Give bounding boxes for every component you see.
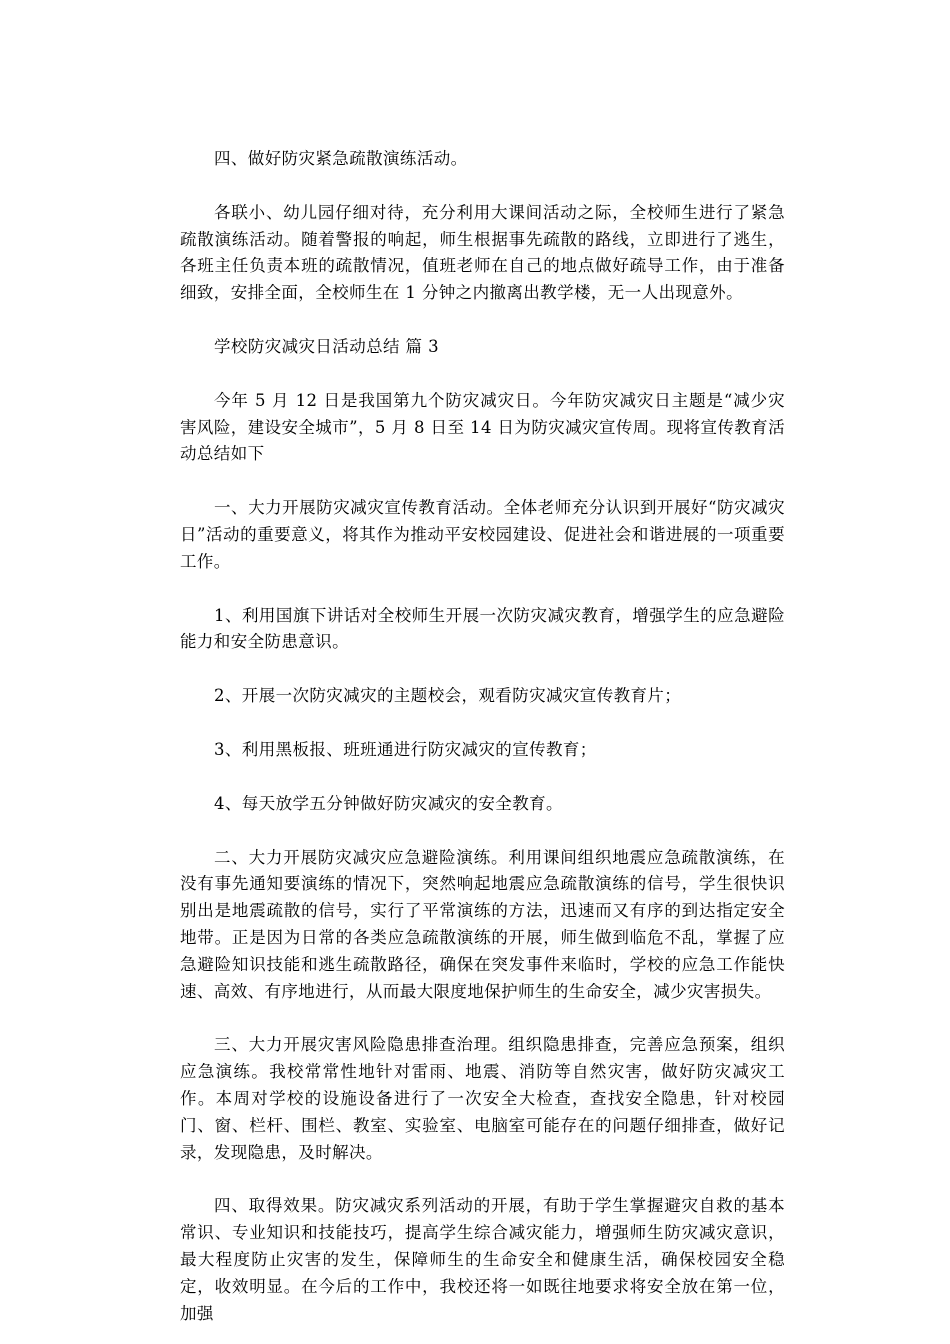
list-item: 4、每天放学五分钟做好防灾减灾的安全教育。 xyxy=(214,793,563,813)
list-item: 1、利用国旗下讲话对全校师生开展一次防灾减灾教育，增强学生的应急避险能力和安全防患意识。 xyxy=(180,605,785,652)
paragraph-gap xyxy=(180,361,785,388)
paragraph-gap xyxy=(180,764,785,791)
body-paragraph: 今年 5 月 12 日是我国第九个防灾减灾日。今年防灾减灾日主题是“减少灾害风险，建设安全城市”，5 月 8 日至 14 日为防灾减灾宣传周。现将宣传教育活动总结如下 xyxy=(180,390,785,464)
list-item: 3、利用黑板报、班班通进行防灾减灾的宣传教育； xyxy=(214,739,597,759)
section-heading: 四、做好防灾紧急疏散演练活动。 xyxy=(214,149,468,168)
section-heading: 三、大力开展灾害风险隐患排查治理。组织隐患排查，完善应急预案，组织应急演练。我校常常性地针对雷雨、地震、消防等自然灾害，做好防灾减灾工作。本周对学校的设施设备进行了一次安全大检查，查找安全隐患，针对校园门、窗、栏杆、围栏、教室、实验室、电脑室可能存在的问题仔细排查，做好记录，发现隐患，及时解决。 xyxy=(180,1035,785,1162)
article-title: 学校防灾减灾日活动总结 篇 3 xyxy=(214,336,439,356)
paragraph-gap xyxy=(180,818,785,845)
paragraph-gap xyxy=(180,173,785,200)
document-page xyxy=(180,146,785,1327)
paragraph-gap xyxy=(180,1166,785,1193)
section-heading: 一、大力开展防灾减灾宣传教育活动。全体老师充分认识到开展好“防灾减灾日”活动的重要意义，将其作为推动平安校园建设、促进社会和谐进展的一项重要工作。 xyxy=(180,498,785,571)
section-heading: 二、大力开展防灾减灾应急避险演练。利用课间组织地震应急疏散演练，在没有事先通知要演练的情况下，突然响起地震应急疏散演练的信号，学生很快识别出是地震疏散的信号，实行了平常演练的方法，迅速而又有序的到达指定安全地带。正是因为日常的各类应急疏散演练的开展，师生做到临危不乱，掌握了应急避险知识技能和逃生疏散路径，确保在突发事件来临时，学校的应急工作能快速、高效、有序地进行，从而最大限度地保护师生的生命安全，减少灾害损失。 xyxy=(180,847,785,1001)
section-heading: 四、取得效果。防灾减灾系列活动的开展，有助于学生掌握避灾自救的基本常识、专业知识和技能技巧，提高学生综合减灾能力，增强师生防灾减灾意识，最大程度防止灾害的发生，保障师生的生命安全和健康生活，确保校园安全稳定，收效明显。在今后的工作中，我校还将一如既往地要求将安全放在第一位，加强 xyxy=(180,1196,785,1323)
paragraph-gap xyxy=(180,710,785,737)
paragraph-gap xyxy=(180,1005,785,1032)
paragraph-gap xyxy=(180,656,785,683)
list-item: 2、开展一次防灾减灾的主题校会，观看防灾减灾宣传教育片； xyxy=(214,686,682,706)
paragraph-gap xyxy=(180,307,785,334)
paragraph-gap xyxy=(180,576,785,603)
body-paragraph: 各联小、幼儿园仔细对待，充分利用大课间活动之际，全校师生进行了紧急疏散演练活动。随着警报的响起，师生根据事先疏散的路线，立即进行了逃生，各班主任负责本班的疏散情况，值班老师在自己的地点做好疏导工作，由于准备细致，安排全面，全校师生在 1 分钟之内撤离出教学楼，无一人出现意外。 xyxy=(180,202,785,303)
paragraph-gap xyxy=(180,468,785,495)
